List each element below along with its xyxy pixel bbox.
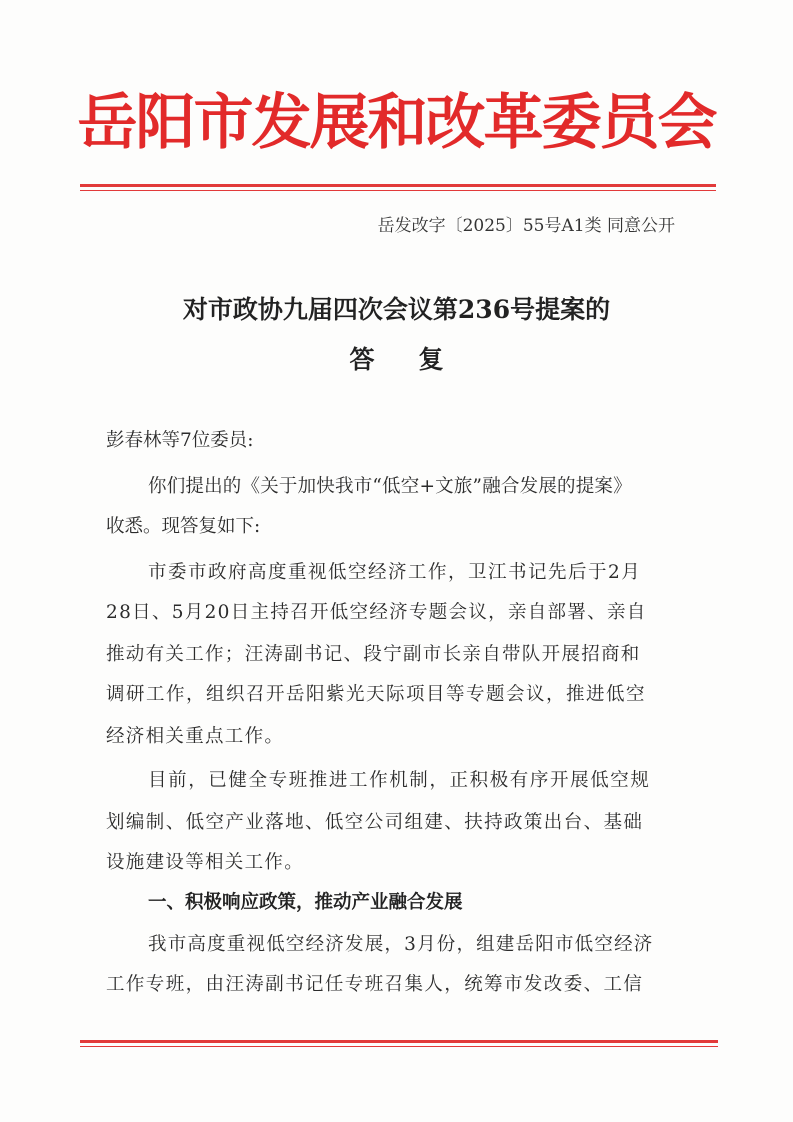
paragraph-line: 划编制、低空产业落地、低空公司组建、扶持政策出台、基础 [106,812,644,833]
paragraph-line: 工作专班，由汪涛副书记任专班召集人，统筹市发改委、工信 [106,974,644,995]
paragraph-line: 我市高度重视低空经济发展，3月份，组建岳阳市低空经济 [148,934,654,955]
paragraph-line: 28日、5月20日主持召开低空经济专题会议，亲自部署、亲自 [106,602,647,623]
footer-red-rule-thick [80,1040,718,1043]
paragraph-line: 收悉。现答复如下: [106,516,261,537]
paragraph-line: 目前，已健全专班推进工作机制，正积极有序开展低空规 [148,770,651,791]
paragraph-line: 调研工作，组织召开岳阳紫光天际项目等专题会议，推进低空 [106,684,647,705]
paragraph-line: 推动有关工作；汪涛副书记、段宁副市长亲自带队开展招商和 [106,644,641,665]
salutation: 彭春林等7位委员: [106,430,254,451]
footer-red-rule-thin [80,1046,718,1047]
header-red-rule-thick [80,184,716,187]
paragraph-line: 经济相关重点工作。 [106,726,285,747]
document-number: 岳发改字〔2025〕55号A1类 同意公开 [377,216,675,236]
document-title: 对市政协九届四次会议第236号提案的 [182,295,611,324]
paragraph-line: 市委市政府高度重视低空经济工作，卫江书记先后于2月 [148,562,642,583]
section-heading: 一、积极响应政策，推动产业融合发展 [148,892,463,913]
organization-header: 岳阳市发展和改革委员会 [77,88,716,158]
header-red-rule-thin [80,190,716,191]
paragraph-line: 设施建设等相关工作。 [106,852,305,873]
paragraph-line: 你们提出的《关于加快我市“低空+文旅”融合发展的提案》 [148,476,632,497]
document-title-reply: 答复 [349,345,488,374]
